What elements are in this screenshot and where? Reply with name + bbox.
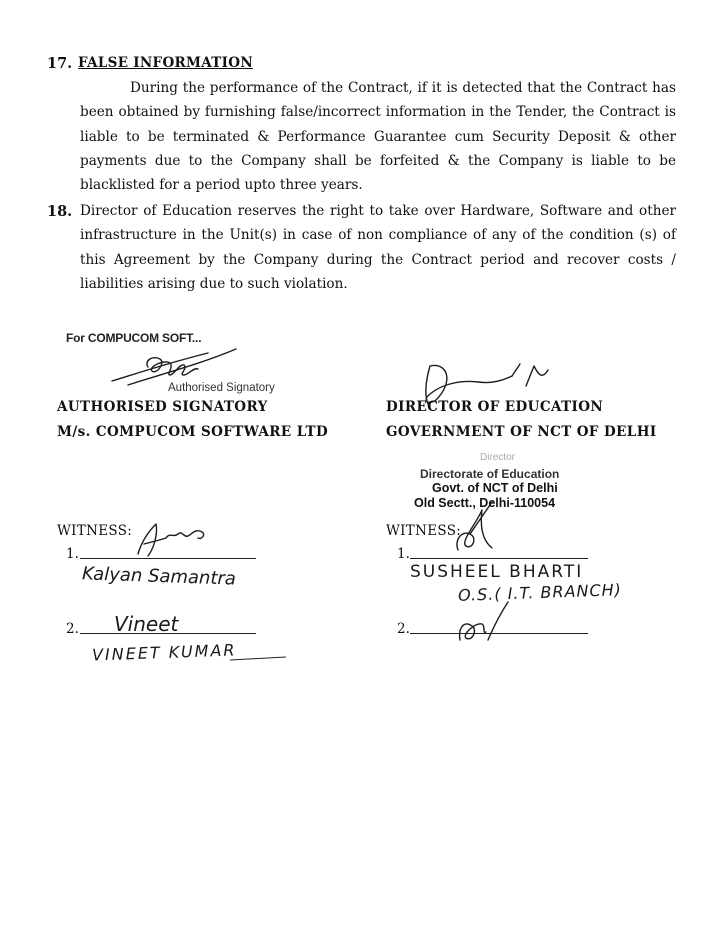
left-witness-2-signature: Vineet <box>114 612 179 636</box>
left-witness-1-number: 1. <box>66 546 79 562</box>
left-party-company: M/s. COMPUCOM SOFTWARE LTD <box>57 424 329 440</box>
left-party-title: AUTHORISED SIGNATORY <box>57 399 268 415</box>
clause-18-text: Director of Education reserves the right to take over Hardware, Software and other infrastructure in the Unit(s) in case of non compliance of any of the condition (s) of this Agreement by the Company during the Contract period and recover costs / liabilities arising due to such violation. <box>80 203 676 292</box>
director-stamp-line-3: Govt. of NCT of Delhi <box>432 481 558 495</box>
director-stamp-line-2: Directorate of Education <box>420 467 560 481</box>
director-stamp-line-1: Director <box>480 452 516 463</box>
right-party-org: GOVERNMENT OF NCT OF DELHI <box>386 424 657 440</box>
right-witness-label: WITNESS: <box>386 523 462 539</box>
clause-17-text: During the performance of the Contract, if it is detected that the Contract has been obtained by furnishing false/incorrect information in the Tender, the Contract is liable to be terminated & Performance Guarantee cum Security Deposit & other payments due to the Company shall be forfeited & the Company is liable to be blacklisted for a period upto three years. <box>80 80 676 194</box>
right-witness-1-name: SUSHEEL BHARTI <box>410 562 584 582</box>
clause-18-number: 18. <box>47 203 73 220</box>
right-witness-1-number: 1. <box>397 546 410 562</box>
left-witness-label: WITNESS: <box>57 523 133 539</box>
left-witness-2-name: VINEET KUMAR <box>91 640 237 665</box>
right-witness-2-number: 2. <box>397 621 410 637</box>
clause-17-number: 17. <box>47 55 73 72</box>
company-stamp-top: For COMPUCOM SOFT... <box>66 331 202 345</box>
right-party-title: DIRECTOR OF EDUCATION <box>386 399 604 415</box>
left-witness-1-line <box>80 558 256 559</box>
right-witness-1-signature <box>452 500 502 560</box>
right-witness-2-signature <box>452 600 512 652</box>
left-witness-2-name-underline <box>230 657 286 661</box>
left-witness-2-number: 2. <box>66 621 79 637</box>
director-stamp-line-4: Old Sectt., Delhi-110054 <box>414 496 556 510</box>
left-witness-1-name: Kalyan Samantra <box>81 563 237 590</box>
company-stamp-bottom: Authorised Signatory <box>168 382 275 394</box>
left-witness-1-signature <box>132 514 212 560</box>
right-witness-1-designation: O.S.( I.T. BRANCH) <box>457 580 623 605</box>
right-witness-1-line <box>410 558 588 559</box>
clause-17-heading: FALSE INFORMATION <box>78 55 253 71</box>
